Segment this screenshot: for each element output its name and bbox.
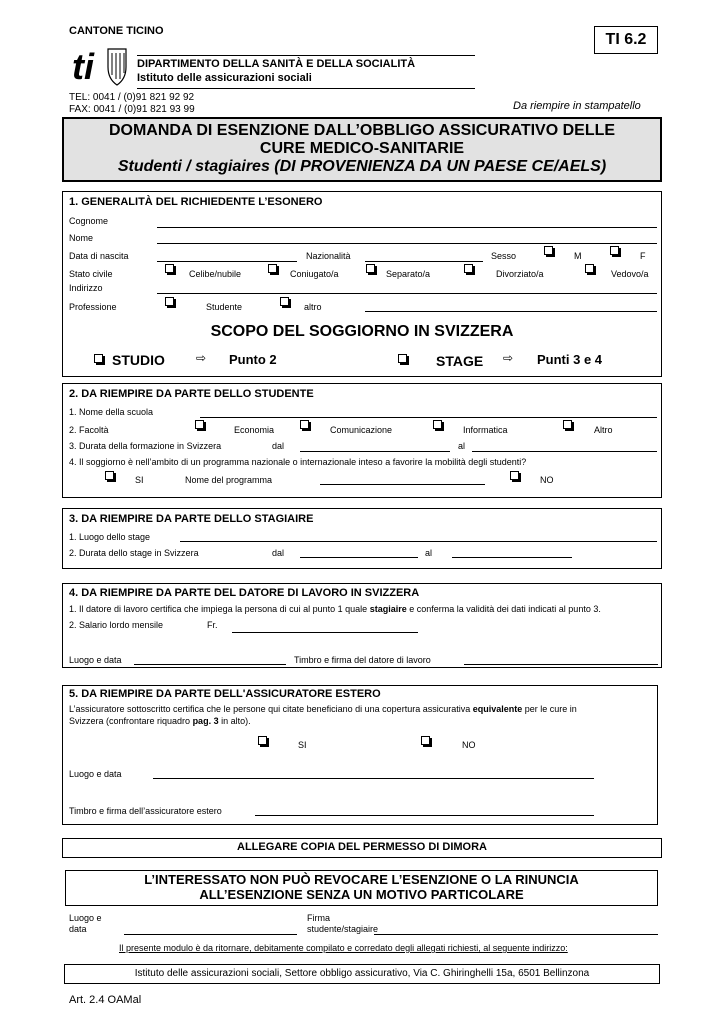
label-sesso: Sesso <box>491 251 517 261</box>
label-stato-civile: Stato civile <box>69 269 113 279</box>
return-notice: Il presente modulo è da ritornare, debitamente compilato e corredato degli allegati richiesti, al seguente indirizzo: <box>119 943 568 953</box>
warning-line2: ALL’ESENZIONE SENZA UN MOTIVO PARTICOLARE <box>199 887 524 902</box>
checkbox-divorziato[interactable] <box>464 264 473 273</box>
label-firma: Firma <box>307 913 330 923</box>
title-box <box>62 117 662 182</box>
label-celibe: Celibe/nubile <box>189 269 242 279</box>
input-data-nascita[interactable] <box>157 261 297 262</box>
logo-text: ti <box>72 46 94 87</box>
input-luogo-data-studente[interactable] <box>124 934 297 935</box>
title-line2: CURE MEDICO-SANITARIE <box>259 140 465 157</box>
label-cognome: Cognome <box>69 216 109 226</box>
input-firma-studente[interactable] <box>374 934 658 935</box>
label-coniugato: Coniugato/a <box>290 269 339 279</box>
label-assicuratore-certifica: L’assicuratore sottoscritto certifica che le persone qui citate beneficiano di una copertura assicurativa equivalente per le cure in <box>69 704 577 714</box>
label-data-nascita: Data di nascita <box>69 251 129 261</box>
label-dal: dal <box>272 441 285 451</box>
label-separato: Separato/a <box>386 269 431 279</box>
label-timbro-assic: Timbro e firma dell’assicuratore estero <box>69 806 222 816</box>
input-cognome[interactable] <box>157 227 657 228</box>
checkbox-vedovo[interactable] <box>585 264 594 273</box>
return-address: Istituto delle assicurazioni sociali, Settore obbligo assicurativo, Via C. Ghiringhelli 15a, 6501 Bellinzona <box>64 964 660 984</box>
label-vedovo: Vedovo/a <box>611 269 649 279</box>
warning-line1: L’INTERESSATO NON PUÒ REVOCARE L’ESENZIONE O LA RINUNCIA <box>144 872 579 887</box>
department-name: DIPARTIMENTO DELLA SANITÀ E DELLA SOCIALITÀ <box>137 58 416 70</box>
canton-name: CANTONE TICINO <box>69 25 164 37</box>
input-nazionalita[interactable] <box>365 261 483 262</box>
label-fr: Fr. <box>207 620 218 630</box>
input-luogo-data-datore[interactable] <box>134 664 286 665</box>
label-punto2: Punto 2 <box>229 352 277 367</box>
label-studente: Studente <box>206 302 243 312</box>
label-economia: Economia <box>234 425 275 435</box>
section4-heading: 4. DA RIEMPIRE DA PARTE DEL DATORE DI LAVORO IN SVIZZERA <box>69 587 420 599</box>
ticino-logo <box>72 45 130 87</box>
print-note: Da riempire in stampatello <box>513 100 641 112</box>
section3-heading: 3. DA RIEMPIRE DA PARTE DELLO STAGIAIRE <box>69 513 314 525</box>
label-divorziato: Divorziato/a <box>496 269 544 279</box>
label-informatica: Informatica <box>463 425 508 435</box>
section5-heading: 5. DA RIEMPIRE DA PARTE DELL'ASSICURATORE ESTERO <box>69 688 381 700</box>
checkbox-programma-si[interactable] <box>105 471 114 480</box>
input-stage-dal[interactable] <box>300 557 418 558</box>
article-reference: Art. 2.4 OAMal <box>69 994 142 1006</box>
scopo-heading: SCOPO DEL SOGGIORNO IN SVIZZERA <box>210 323 514 340</box>
input-indirizzo[interactable] <box>157 293 657 294</box>
fax-number: FAX: 0041 / (0)91 821 93 99 <box>69 104 195 115</box>
label-altro-facolta: Altro <box>594 425 613 435</box>
input-nome[interactable] <box>157 243 657 244</box>
input-nome-programma[interactable] <box>320 484 485 485</box>
input-salario[interactable] <box>232 632 418 633</box>
label-professione: Professione <box>69 302 117 312</box>
label-scuola: 1. Nome della scuola <box>69 407 154 417</box>
label-data: data <box>69 924 87 934</box>
title-line3: Studenti / stagiaires (DI PROVENIENZA DA UN PAESE CE/AELS) <box>117 158 607 175</box>
label-dal: dal <box>272 548 285 558</box>
checkbox-assic-si[interactable] <box>258 736 267 745</box>
input-luogo-data-assic[interactable] <box>153 778 594 779</box>
label-altro-prof: altro <box>304 302 322 312</box>
allegare-notice: ALLEGARE COPIA DEL PERMESSO DI DIMORA <box>62 838 662 858</box>
checkbox-comunicazione[interactable] <box>300 420 309 429</box>
checkbox-stage[interactable] <box>398 354 407 363</box>
label-m: M <box>574 251 582 261</box>
checkbox-programma-no[interactable] <box>510 471 519 480</box>
input-stage-al[interactable] <box>452 557 572 558</box>
input-timbro-datore[interactable] <box>464 664 658 665</box>
checkbox-altro-facolta[interactable] <box>563 420 572 429</box>
label-nazionalita: Nazionalità <box>306 251 351 261</box>
input-formazione-al[interactable] <box>472 451 657 452</box>
label-firma-studente: studente/stagiaire <box>307 924 379 934</box>
label-luogo-data-assic: Luogo e data <box>69 769 122 779</box>
checkbox-m[interactable] <box>544 246 553 255</box>
label-stage: STAGE <box>436 353 484 369</box>
checkbox-celibe[interactable] <box>165 264 174 273</box>
label-punti34: Punti 3 e 4 <box>537 352 603 367</box>
form-code: TI 6.2 <box>594 26 658 54</box>
institute-name: Istituto delle assicurazioni sociali <box>137 72 312 84</box>
section1-heading: 1. GENERALITÀ DEL RICHIEDENTE L’ESONERO <box>69 196 323 208</box>
input-formazione-dal[interactable] <box>300 451 450 452</box>
checkbox-studio[interactable] <box>94 354 103 363</box>
label-comunicazione: Comunicazione <box>330 425 393 435</box>
label-programma-si: SI <box>135 475 144 485</box>
label-nome: Nome <box>69 233 94 243</box>
checkbox-economia[interactable] <box>195 420 204 429</box>
tel-number: TEL: 0041 / (0)91 821 92 92 <box>69 92 195 103</box>
label-programma-question: 4. Il soggiorno è nell’ambito di un programma nazionale o internazionale inteso a favorire la mobilità degli studenti? <box>69 457 527 467</box>
label-al: al <box>425 548 433 558</box>
label-studio: STUDIO <box>112 352 165 368</box>
label-assic-no: NO <box>462 740 476 750</box>
input-professione-altro[interactable] <box>365 311 657 312</box>
arrow-right-icon: ⇨ <box>503 351 514 365</box>
checkbox-separato[interactable] <box>366 264 375 273</box>
label-timbro-datore: Timbro e firma del datore di lavoro <box>294 655 431 665</box>
section2-heading: 2. DA RIEMPIRE DA PARTE DELLO STUDENTE <box>69 388 314 400</box>
label-durata-formazione: 3. Durata della formazione in Svizzera <box>69 441 222 451</box>
label-facolta: 2. Facoltà <box>69 425 109 435</box>
label-datore-certifica: 1. Il datore di lavoro certifica che impiega la persona di cui al punto 1 quale stagiaire e conferma la validità dei dati indicati al punto 3. <box>69 604 601 614</box>
checkbox-f[interactable] <box>610 246 619 255</box>
label-indirizzo: Indirizzo <box>69 283 103 293</box>
checkbox-informatica[interactable] <box>433 420 442 429</box>
checkbox-altro-prof[interactable] <box>280 297 289 306</box>
section1-box <box>62 191 662 377</box>
label-nome-programma: Nome del programma <box>185 475 273 485</box>
label-luogo-stage: 1. Luogo dello stage <box>69 532 151 542</box>
arrow-right-icon: ⇨ <box>196 351 207 365</box>
label-luogo-e: Luogo e <box>69 913 102 923</box>
label-assicuratore-certifica-2: Svizzera (confrontare riquadro pag. 3 in alto). <box>69 716 251 726</box>
checkbox-assic-no[interactable] <box>421 736 430 745</box>
checkbox-studente[interactable] <box>165 297 174 306</box>
label-assic-si: SI <box>298 740 307 750</box>
label-luogo-data-datore: Luogo e data <box>69 655 122 665</box>
label-durata-stage: 2. Durata dello stage in Svizzera <box>69 548 199 558</box>
label-salario: 2. Salario lordo mensile <box>69 620 164 630</box>
input-timbro-assic[interactable] <box>255 815 594 816</box>
title-line1: DOMANDA DI ESENZIONE DALL’OBBLIGO ASSICURATIVO DELLE <box>108 122 616 139</box>
label-al: al <box>458 441 466 451</box>
warning-box <box>65 870 658 906</box>
input-scuola[interactable] <box>200 417 657 418</box>
label-f: F <box>640 251 646 261</box>
checkbox-coniugato[interactable] <box>268 264 277 273</box>
label-programma-no: NO <box>540 475 554 485</box>
input-luogo-stage[interactable] <box>180 541 657 542</box>
